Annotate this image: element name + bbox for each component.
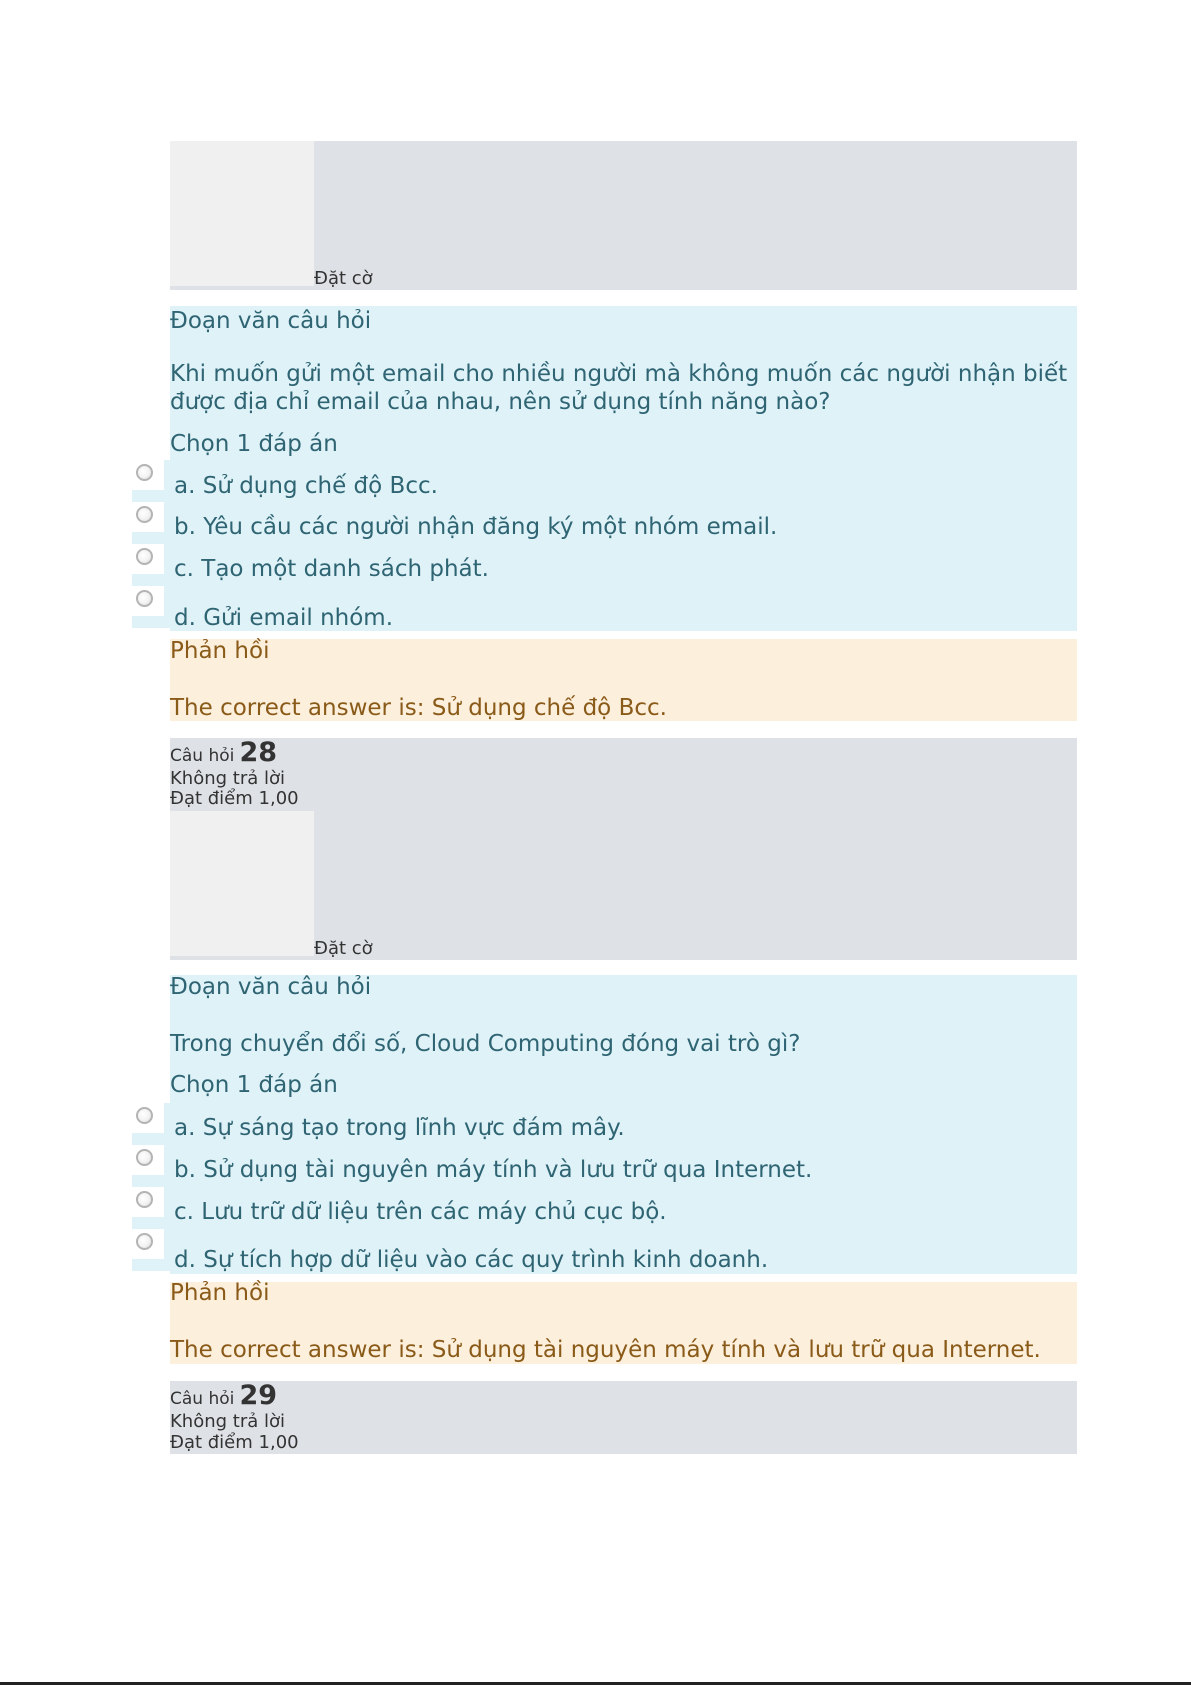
question-number (170, 1380, 277, 1411)
flag-question-link[interactable]: Đặt cờ (314, 938, 373, 959)
answer-option-d-cell (132, 586, 172, 628)
question-points: Đạt điểm 1,00 (170, 788, 299, 809)
question-points: Đạt điểm 1,00 (170, 1432, 299, 1453)
question-number-value: 29 (239, 1380, 278, 1411)
question-label: Câu hỏi (170, 1389, 235, 1409)
answer-prompt: Chọn 1 đáp án (170, 1072, 338, 1098)
section-title: Đoạn văn câu hỏi (170, 308, 372, 334)
radio-option-a[interactable] (136, 464, 153, 481)
feedback-title: Phản hồi (170, 1280, 270, 1306)
radio-option-b[interactable] (136, 506, 153, 523)
question-text: Khi muốn gửi một email cho nhiều người mà không muốn các người nhận biết được địa chỉ email của nhau, nên sử dụng tính năng nào? (170, 361, 1068, 415)
answer-option-c-cell (132, 1187, 172, 1229)
answer-option-a[interactable]: a. Sự sáng tạo trong lĩnh vực đám mây. (174, 1115, 625, 1141)
answer-option-d[interactable]: d. Gửi email nhóm. (174, 605, 394, 631)
answer-option-c-cell (132, 544, 172, 586)
answer-option-a-cell (132, 1103, 172, 1145)
answer-option-b[interactable]: b. Sử dụng tài nguyên máy tính và lưu trữ qua Internet. (174, 1157, 813, 1183)
flag-area (170, 811, 314, 956)
correct-answer-text: The correct answer is: Sử dụng tài nguyên máy tính và lưu trữ qua Internet. (170, 1337, 1041, 1363)
radio-option-d[interactable] (136, 590, 153, 607)
answer-prompt: Chọn 1 đáp án (170, 431, 338, 457)
radio-option-a[interactable] (136, 1107, 153, 1124)
question-number-value: 28 (239, 737, 278, 768)
radio-option-d[interactable] (136, 1233, 153, 1250)
answer-option-c[interactable]: c. Lưu trữ dữ liệu trên các máy chủ cục bộ. (174, 1199, 667, 1225)
answer-option-d-cell (132, 1229, 172, 1271)
question-status: Không trả lời (170, 1411, 286, 1432)
answer-option-a-cell (132, 460, 172, 502)
radio-option-b[interactable] (136, 1149, 153, 1166)
answer-option-d[interactable]: d. Sự tích hợp dữ liệu vào các quy trình kinh doanh. (174, 1247, 769, 1273)
answer-option-c[interactable]: c. Tạo một danh sách phát. (174, 556, 489, 582)
question-label: Câu hỏi (170, 746, 235, 766)
section-title: Đoạn văn câu hỏi (170, 974, 372, 1000)
answer-option-b-cell (132, 1145, 172, 1187)
question-text: Trong chuyển đổi số, Cloud Computing đóng vai trò gì? (170, 1031, 801, 1057)
flag-question-link[interactable]: Đặt cờ (314, 268, 373, 289)
answer-option-a[interactable]: a. Sử dụng chế độ Bcc. (174, 473, 438, 499)
answer-option-b[interactable]: b. Yêu cầu các người nhận đăng ký một nhóm email. (174, 514, 778, 540)
question-text-panel (170, 306, 1077, 631)
correct-answer-text: The correct answer is: Sử dụng chế độ Bcc. (170, 695, 667, 721)
radio-option-c[interactable] (136, 548, 153, 565)
question-info-panel (170, 1381, 1077, 1454)
radio-option-c[interactable] (136, 1191, 153, 1208)
question-number (170, 737, 277, 768)
flag-area (170, 141, 314, 286)
answer-option-b-cell (132, 502, 172, 544)
feedback-title: Phản hồi (170, 638, 270, 664)
question-status: Không trả lời (170, 768, 286, 789)
